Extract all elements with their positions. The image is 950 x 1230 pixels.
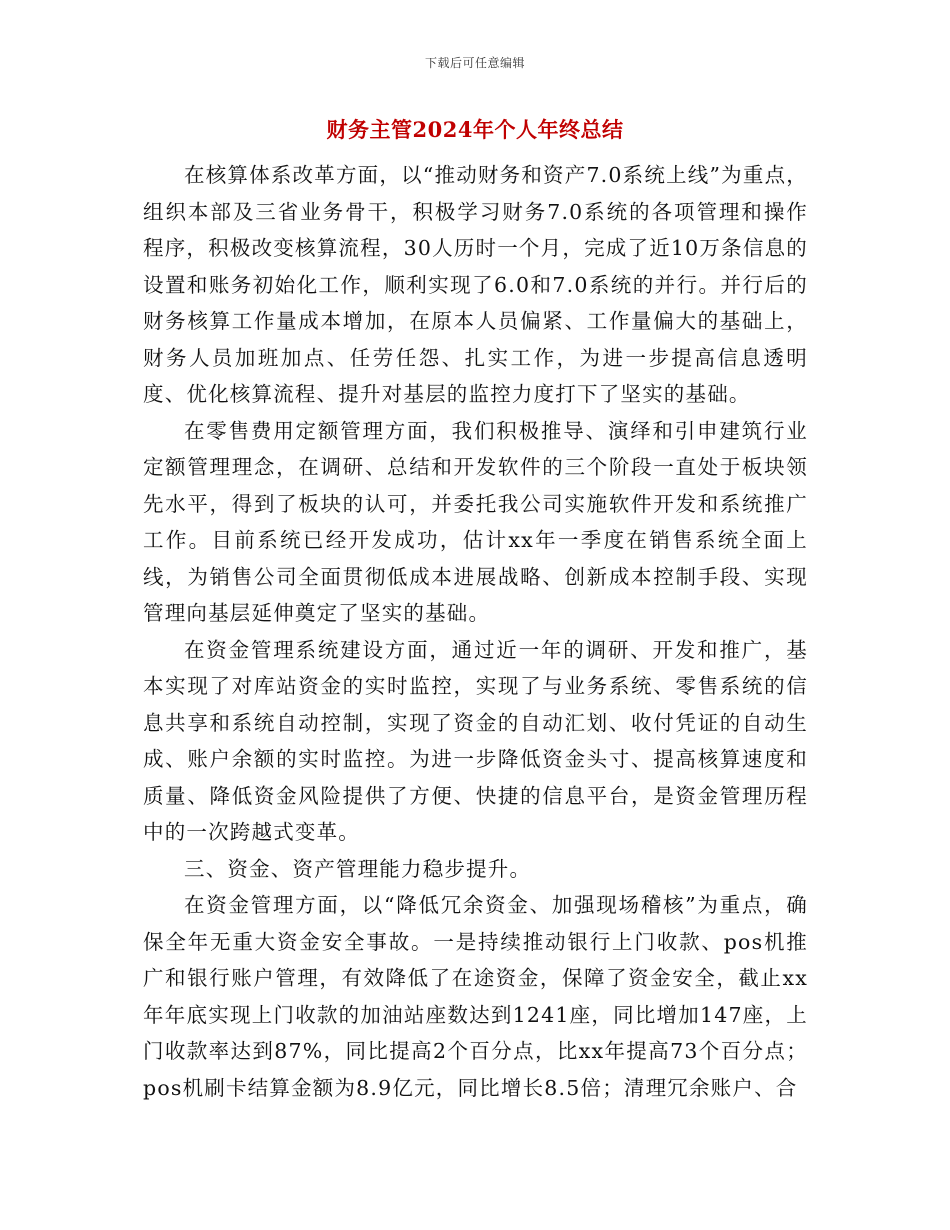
- paragraph-accounting-reform: 在核算体系改革方面，以“推动财务和资产7.0系统上线”为重点，组织本部及三省业务骨干，积极学习财务7.0系统的各项管理和操作程序，积极改变核算流程，30人历时一个月，完成了近10万条信息的设置和账务初始化工作，顺利实现了6.0和7.0系统的并行。并行后的财务核算工作量成本增加，在原本人员偏紧、工作量偏大的基础上，财务人员加班加点、任劳任怨、扎实工作，为进一步提高信息透明度、优化核算流程、提升对基层的监控力度打下了坚实的基础。: [143, 163, 808, 406]
- document-body: [143, 157, 808, 1106]
- paragraph-retail-quota: 在零售费用定额管理方面，我们积极推导、演绎和引申建筑行业定额管理理念，在调研、总结和开发软件的三个阶段一直处于板块领先水平，得到了板块的认可，并委托我公司实施软件开发和系统推广工作。目前系统已经开发成功，估计xx年一季度在销售系统全面上线，为销售公司全面贯彻低成本进展战略、创新成本控制手段、实现管理向基层延伸奠定了坚实的基础。: [143, 418, 808, 625]
- page-header-note: 下载后可任意编辑: [424, 56, 525, 70]
- paragraph-fund-system: 在资金管理系统建设方面，通过近一年的调研、开发和推广，基本实现了对库站资金的实时监控，实现了与业务系统、零售系统的信息共享和系统自动控制，实现了资金的自动汇划、收付凭证的自动生成、账户余额的实时监控。为进一步降低资金头寸、提高核算速度和质量、降低资金风险提供了方便、快捷的信息平台，是资金管理历程中的一次跨越式变革。: [143, 637, 808, 844]
- document-title: 财务主管2024年个人年终总结: [326, 117, 624, 142]
- paragraph-fund-management: 在资金管理方面，以“降低冗余资金、加强现场稽核”为重点，确保全年无重大资金安全事故。一是持续推动银行上门收款、pos机推广和银行账户管理，有效降低了在途资金，保障了资金安全，截止xx年年底实现上门收款的加油站座数达到1241座，同比增加147座，上门收款率达到87%，同比提高2个百分点，比xx年提高73个百分点；pos机刷卡结算金额为8.9亿元，同比增长8.5倍；清理冗余账户、合: [143, 893, 808, 1100]
- section-heading-asset-management: 三、资金、资产管理能力稳步提升。: [184, 856, 532, 881]
